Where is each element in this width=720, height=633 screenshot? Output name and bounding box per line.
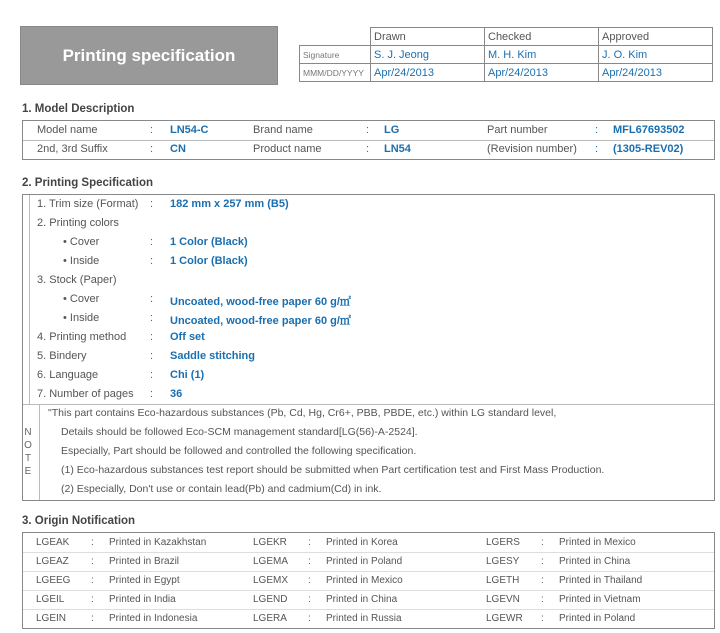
spec-label: 1. Trim size (Format) bbox=[37, 198, 139, 210]
origin-entry: LGETH : Printed in Thailand bbox=[486, 575, 643, 586]
origin-text: Printed in Poland bbox=[326, 556, 403, 567]
blank-cell bbox=[300, 28, 371, 46]
spec-value: Chi (1) bbox=[170, 369, 205, 381]
revision-value: (1305-REV02) bbox=[613, 143, 684, 155]
origin-text: Printed in India bbox=[109, 594, 176, 605]
origin-code: LGEWR bbox=[486, 613, 523, 624]
revision-label: (Revision number) bbox=[487, 143, 577, 155]
note-letter: E bbox=[24, 466, 32, 477]
origin-code: LGEEG bbox=[36, 575, 71, 586]
spec-colon: : bbox=[150, 388, 154, 400]
spec-label: 3. Stock (Paper) bbox=[37, 274, 117, 286]
origin-code: LGEAZ bbox=[36, 556, 69, 567]
origin-text: Printed in Russia bbox=[326, 613, 402, 624]
origin-text: Printed in China bbox=[326, 594, 398, 605]
origin-code: LGESY bbox=[486, 556, 520, 567]
origin-entry: LGEAZ : Printed in Brazil bbox=[36, 556, 180, 567]
product-value: LN54 bbox=[384, 143, 411, 155]
origin-entry: LGEIL : Printed in India bbox=[36, 594, 176, 605]
note-letter: O bbox=[24, 440, 32, 451]
origin-entry: LGEND : Printed in China bbox=[253, 594, 398, 605]
origin-text: Printed in Korea bbox=[326, 537, 398, 548]
checked-date: Apr/24/2013 bbox=[485, 64, 599, 82]
spec-colon: : bbox=[150, 293, 154, 305]
printing-heading: 2. Printing Specification bbox=[22, 177, 153, 189]
spec-colon: : bbox=[150, 236, 154, 248]
origin-code: LGEIL bbox=[36, 594, 65, 605]
spec-label: • Inside bbox=[63, 255, 100, 267]
checked-header: Checked bbox=[485, 28, 599, 46]
spec-colon: : bbox=[150, 255, 154, 267]
origin-text: Printed in Poland bbox=[559, 613, 636, 624]
note-letter: T bbox=[24, 453, 32, 464]
note-letter: N bbox=[24, 427, 32, 438]
checked-signature: M. H. Kim bbox=[485, 46, 599, 64]
brand-value: LG bbox=[384, 124, 400, 136]
origin-entry: LGESY : Printed in China bbox=[486, 556, 631, 567]
suffix-value: CN bbox=[170, 143, 186, 155]
signature-table bbox=[299, 27, 713, 82]
origin-text: Printed in Thailand bbox=[559, 575, 643, 586]
origin-code: LGEAK bbox=[36, 537, 70, 548]
drawn-header: Drawn bbox=[371, 28, 485, 46]
origin-entry: LGEMX : Printed in Mexico bbox=[253, 575, 403, 586]
origin-entry: LGEMA : Printed in Poland bbox=[253, 556, 403, 567]
origin-text: Printed in Vietnam bbox=[559, 594, 641, 605]
date-label: MMM/DD/YYYY bbox=[300, 64, 371, 82]
origin-frame bbox=[22, 532, 715, 629]
origin-text: Printed in Brazil bbox=[109, 556, 180, 567]
origin-entry: LGERS : Printed in Mexico bbox=[486, 537, 636, 548]
spec-value: 1 Color (Black) bbox=[170, 236, 248, 248]
drawn-date: Apr/24/2013 bbox=[371, 64, 485, 82]
spec-label: 7. Number of pages bbox=[37, 388, 134, 400]
origin-heading: 3. Origin Notification bbox=[22, 515, 136, 527]
origin-code: LGEIN bbox=[36, 613, 67, 624]
product-label: Product name bbox=[253, 143, 322, 155]
spec-label: • Cover bbox=[63, 293, 100, 305]
origin-code: LGEKR bbox=[253, 537, 287, 548]
note-line: (1) Eco-hazardous substances test report should be submitted when Part certification test and First Mass Production. bbox=[61, 464, 605, 476]
origin-code: LGEVN bbox=[486, 594, 520, 605]
model-heading: 1. Model Description bbox=[22, 103, 135, 115]
origin-code: LGERS bbox=[486, 537, 520, 548]
note-line: Especially, Part should be followed and controlled the following specification. bbox=[61, 445, 417, 457]
origin-code: LGEMX bbox=[253, 575, 289, 586]
spec-value: Off set bbox=[170, 331, 205, 343]
spec-label: • Inside bbox=[63, 312, 100, 324]
part-value: MFL67693502 bbox=[613, 124, 685, 136]
spec-value: Uncoated, wood-free paper 60 g/㎡ bbox=[170, 315, 351, 327]
part-label: Part number bbox=[487, 124, 548, 136]
origin-code: LGETH bbox=[486, 575, 520, 586]
origin-entry: LGEVN : Printed in Vietnam bbox=[486, 594, 641, 605]
spec-label: 6. Language bbox=[37, 369, 99, 381]
spec-value: Uncoated, wood-free paper 60 g/㎡ bbox=[170, 296, 351, 308]
page-title: Printing specification bbox=[20, 26, 278, 85]
suffix-label: 2nd, 3rd Suffix bbox=[37, 143, 108, 155]
origin-entry: LGEEG : Printed in Egypt bbox=[36, 575, 180, 586]
brand-label: Brand name bbox=[253, 124, 313, 136]
note-line: Details should be followed Eco-SCM management standard[LG(56)-A-2524]. bbox=[61, 426, 418, 438]
model-name-label: Model name bbox=[37, 124, 98, 136]
spec-value: 1 Color (Black) bbox=[170, 255, 248, 267]
origin-text: Printed in China bbox=[559, 556, 631, 567]
origin-text: Printed in Kazakhstan bbox=[109, 537, 207, 548]
spec-colon: : bbox=[150, 350, 154, 362]
spec-colon: : bbox=[150, 369, 154, 381]
origin-text: Printed in Egypt bbox=[109, 575, 180, 586]
spec-value: 36 bbox=[170, 388, 183, 400]
origin-entry: LGEWR : Printed in Poland bbox=[486, 613, 636, 624]
spec-label: • Cover bbox=[63, 236, 100, 248]
origin-text: Printed in Indonesia bbox=[109, 613, 198, 624]
note-label bbox=[22, 426, 34, 478]
origin-entry: LGEKR : Printed in Korea bbox=[253, 537, 398, 548]
spec-value: Saddle stitching bbox=[170, 350, 255, 362]
spec-colon: : bbox=[150, 198, 154, 210]
origin-code: LGEND bbox=[253, 594, 288, 605]
approved-date: Apr/24/2013 bbox=[599, 64, 713, 82]
note-line: (2) Especially, Don't use or contain lead(Pb) and cadmium(Cd) in ink. bbox=[61, 483, 382, 495]
origin-entry: LGEIN : Printed in Indonesia bbox=[36, 613, 198, 624]
approved-signature: J. O. Kim bbox=[599, 46, 713, 64]
spec-colon: : bbox=[150, 312, 154, 324]
spec-colon: : bbox=[150, 331, 154, 343]
origin-code: LGERA bbox=[253, 613, 287, 624]
origin-entry: LGEAK : Printed in Kazakhstan bbox=[36, 537, 207, 548]
origin-entry: LGERA : Printed in Russia bbox=[253, 613, 402, 624]
approved-header: Approved bbox=[599, 28, 713, 46]
note-line: "This part contains Eco-hazardous substances (Pb, Cd, Hg, Cr6+, PBB, PBDE, etc.) within LG standard level, bbox=[48, 407, 557, 419]
origin-text: Printed in Mexico bbox=[326, 575, 403, 586]
signature-label: Signature bbox=[300, 46, 371, 64]
origin-code: LGEMA bbox=[253, 556, 289, 567]
model-name-value: LN54-C bbox=[170, 124, 209, 136]
spec-label: 4. Printing method bbox=[37, 331, 127, 343]
spec-label: 5. Bindery bbox=[37, 350, 87, 362]
drawn-signature: S. J. Jeong bbox=[371, 46, 485, 64]
origin-text: Printed in Mexico bbox=[559, 537, 636, 548]
spec-label: 2. Printing colors bbox=[37, 217, 119, 229]
spec-value: 182 mm x 257 mm (B5) bbox=[170, 198, 289, 210]
model-frame: Model name : LN54-C Brand name : LG Part number : MFL67693502 2nd, 3rd Suffix : CN Product name : LN54 (Revision number) : (1305-REV02) bbox=[22, 120, 715, 160]
